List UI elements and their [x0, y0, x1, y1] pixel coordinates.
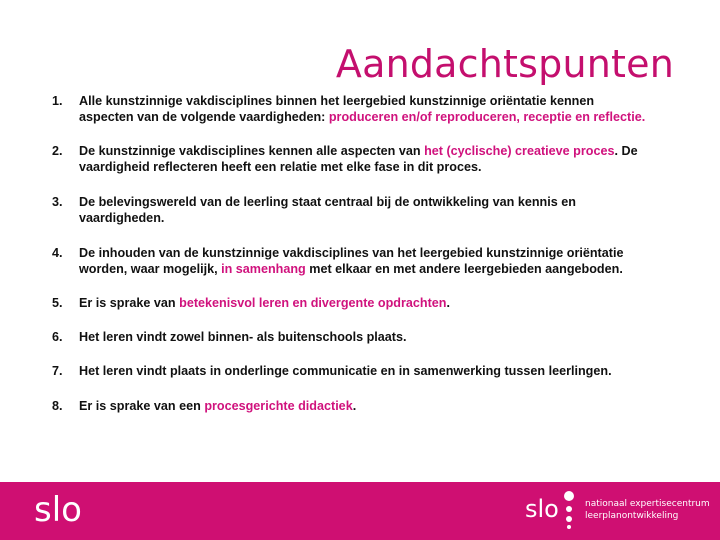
list-item	[52, 363, 652, 379]
item-number: 4.	[52, 246, 63, 260]
tagline-line-2: leerplanontwikkeling	[585, 511, 679, 521]
text-segment: De belevingswereld van de leerling staat centraal bij de ontwikkeling van kennis en vaardigheden.	[79, 195, 576, 225]
text-segment: . De vaardigheid reflecteren heeft een relatie met elke fase in dit proces.	[79, 144, 638, 174]
item-text	[79, 194, 652, 226]
item-text	[79, 363, 612, 379]
text-segment: Het leren vindt zowel binnen- als buitenschools plaats.	[79, 330, 407, 344]
slo-logo-right: slo	[525, 495, 559, 523]
item-number: 7.	[52, 364, 63, 378]
slo-logo-left: slo	[34, 490, 82, 530]
slide-title: Aandachtspunten	[335, 42, 674, 86]
list-item	[52, 143, 652, 175]
text-segment: Er is sprake van een	[79, 399, 205, 413]
item-text	[79, 398, 356, 414]
item-text	[79, 329, 407, 345]
list-item	[52, 245, 652, 277]
list-item	[52, 295, 652, 311]
text-segment: met elkaar en met andere leergebieden aangeboden.	[305, 262, 623, 276]
list-item	[52, 398, 652, 414]
highlighted-text: procesgerichte didactiek	[204, 399, 353, 413]
text-segment: .	[446, 296, 450, 310]
item-number: 3.	[52, 195, 63, 209]
text-segment: De inhouden van de kunstzinnige vakdisciplines van het leergebied kunstzinnige oriëntatie worden, waar mogelijk,	[79, 246, 624, 276]
tagline	[585, 498, 710, 522]
highlighted-text: in samenhang	[221, 262, 306, 276]
text-segment: Het leren vindt plaats in onderlinge communicatie en in samenwerking tussen leerlingen.	[79, 364, 612, 378]
highlighted-text: betekenisvol leren en divergente opdrachten	[179, 296, 447, 310]
item-number: 1.	[52, 94, 63, 108]
item-text	[79, 295, 450, 311]
item-number: 2.	[52, 144, 63, 158]
text-segment: Er is sprake van	[79, 296, 180, 310]
text-segment: Alle kunstzinnige vakdisciplines binnen het leergebied kunstzinnige oriëntatie kennen aspecten van de volgende vaardigheden:	[79, 94, 595, 124]
item-text	[79, 143, 652, 175]
footer-bar	[0, 482, 720, 540]
text-segment: De kunstzinnige vakdisciplines kennen alle aspecten van	[79, 144, 425, 158]
list-item	[52, 93, 652, 125]
item-text	[79, 245, 652, 277]
highlighted-text: produceren en/of reproduceren, receptie en reflectie.	[328, 110, 646, 124]
points-list	[52, 93, 652, 414]
slo-dots-icon	[563, 491, 575, 531]
list-item	[52, 329, 652, 345]
item-number: 8.	[52, 399, 63, 413]
item-number: 6.	[52, 330, 63, 344]
item-text	[79, 93, 652, 125]
item-number: 5.	[52, 296, 63, 310]
highlighted-text: het (cyclische) creatieve proces	[424, 144, 615, 158]
list-item	[52, 194, 652, 226]
tagline-line-1: nationaal expertisecentrum	[585, 499, 710, 509]
text-segment: .	[352, 399, 357, 413]
